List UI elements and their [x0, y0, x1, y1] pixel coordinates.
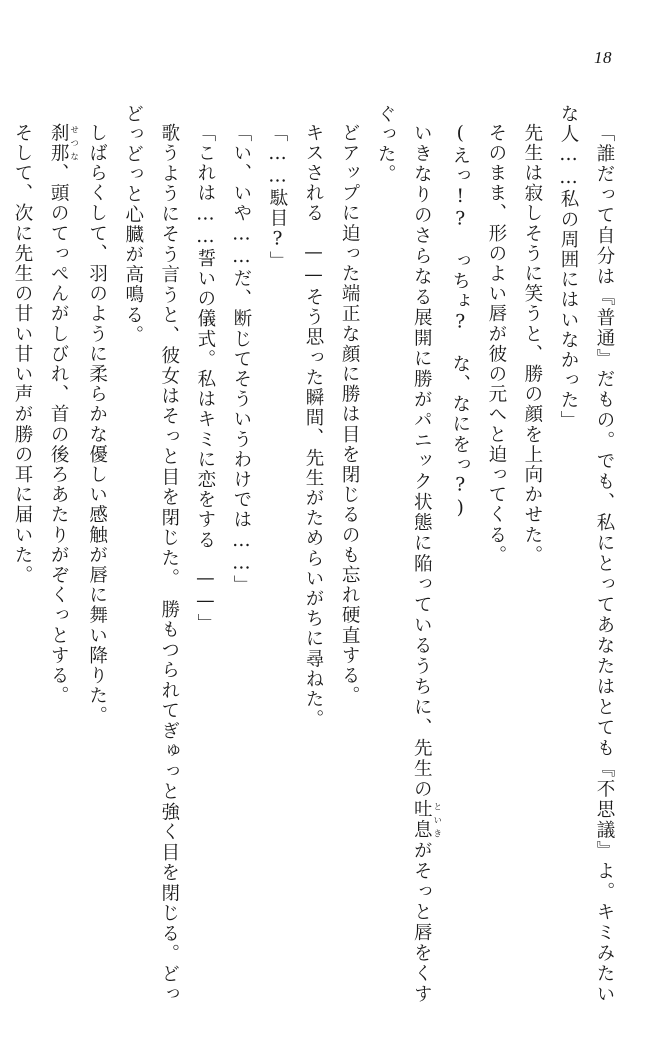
- paragraph: キスされる——そう思った瞬間、先生がためらいがちに尋ねた。: [303, 122, 324, 729]
- page-number: 18: [594, 48, 612, 67]
- page-text-body: [12, 104, 622, 1004]
- paragraph: 歌うようにそう言うと、彼女はそっと目を閉じた。 勝もつられてぎゅっと強く目を閉じる。どっどっどっと心臓が高鳴る。: [122, 104, 180, 1004]
- paragraph: 「誰だって自分は『普通』だもの。でも、私にとってあなたはとても『不思議』よ。キミみたいな人……私の周囲にはいなかった」: [557, 104, 615, 1004]
- paragraph: いきなりのさらなる展開に勝がパニック状態に陥っているうちに、先生の吐息 といきがそっと唇をくすぐった。: [375, 104, 442, 1004]
- paragraph: 刹那 せつな、頭のてっぺんがしびれ、首の後ろあたりがぞくっとする。: [48, 122, 79, 706]
- paragraph: (えっ!? っちょ? な、なにをっ?): [449, 122, 471, 520]
- paragraph: どアップに迫った端正な顔に勝は目を閉じるのも忘れ硬直する。: [339, 122, 361, 706]
- ruby-setsuna: 刹那 せつな: [48, 122, 79, 163]
- ruby-toiki: 吐息 といき: [411, 799, 442, 841]
- paragraph: 先生は寂しそうに笑うと、勝の顔を上向かせた。: [521, 122, 543, 565]
- paragraph: しばらくして、羽のように柔らかな優しい感触が唇に舞い降りた。: [86, 122, 108, 726]
- paragraph: 「……駄目?」: [266, 122, 288, 271]
- paragraph: 「い、いや……だ、断じてそういうわけでは……」: [230, 122, 252, 595]
- paragraph: そして、次に先生の甘い甘い声が勝の耳に届いた。: [12, 122, 33, 585]
- paragraph: 「これは……誓いの儀式。私はキミに恋をする——」: [194, 122, 216, 634]
- paragraph: そのまま、形のよい唇が彼の元へと迫ってくる。: [485, 122, 507, 565]
